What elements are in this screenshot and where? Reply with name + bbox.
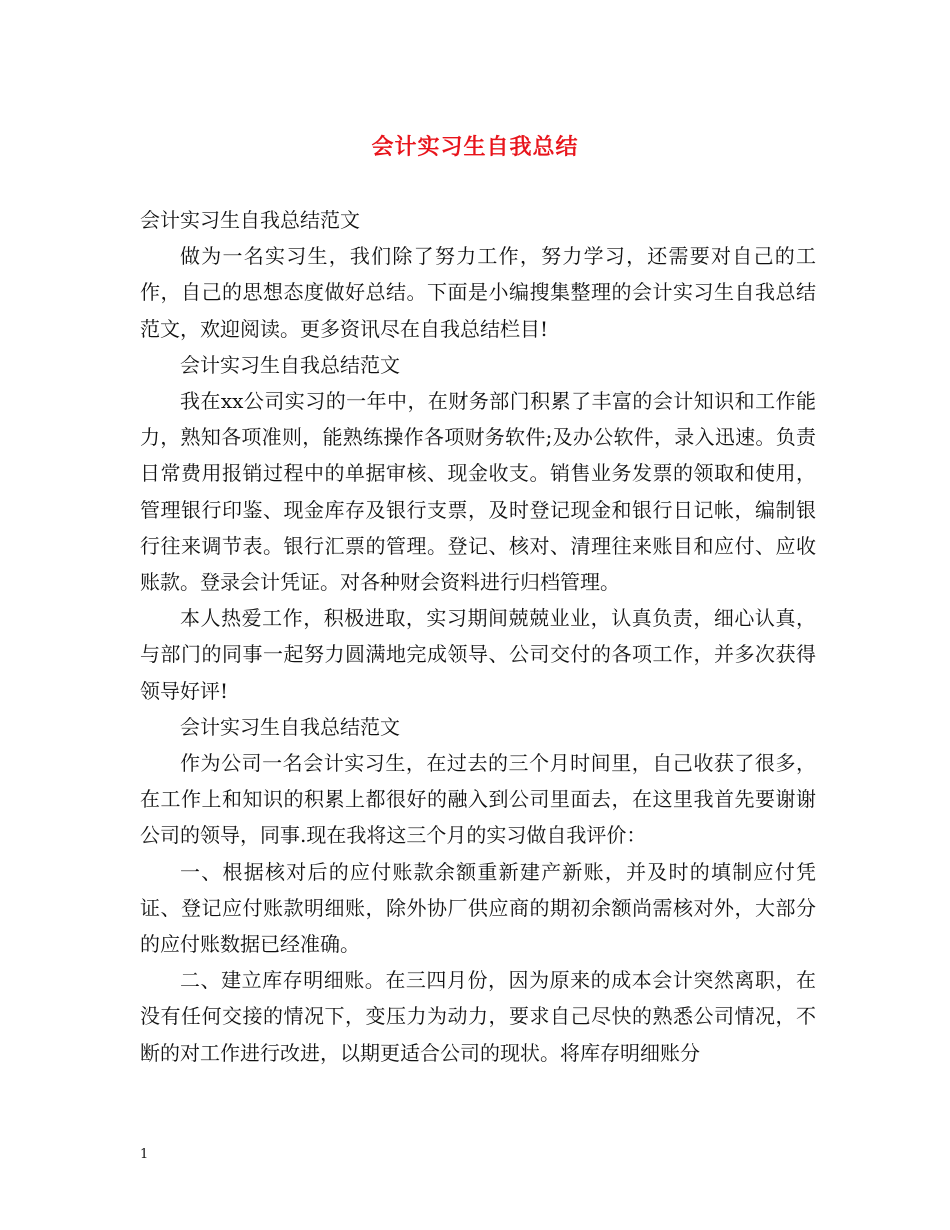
document-title: 会计实习生自我总结 <box>371 134 579 160</box>
paragraph: 会计实习生自我总结范文 <box>180 714 400 739</box>
paragraph: 做为一名实习生，我们除了努力工作，努力学习，还需要对自己的工作，自己的思想态度做好总结。下面是小编搜集整理的会计实习生自我总结范文，欢迎阅读。更多资讯尽在自我总结栏目! <box>140 244 816 341</box>
paragraph: 我在xx公司实习的一年中，在财务部门积累了丰富的会计知识和工作能力，熟知各项准则，能熟练操作各项财务软件;及办公软件，录入迅速。负责日常费用报销过程中的单据审核、现金收支。销售业务发票的领取和使用，管理银行印鉴、现金库存及银行支票，及时登记现金和银行日记帐，编制银行往来调节表。银行汇票的管理。登记、核对、清理往来账目和应付、应收账款。登录会计凭证。对各种财会资料进行归档管理。 <box>140 389 816 595</box>
paragraph: 作为公司一名会计实习生，在过去的三个月时间里，自己收获了很多，在工作上和知识的积累上都很好的融入到公司里面去，在这里我首先要谢谢公司的领导，同事.现在我将这三个月的实习做自我评价： <box>140 751 816 848</box>
paragraph: 本人热爱工作，积极进取，实习期间兢兢业业，认真负责，细心认真，与部门的同事一起努力圆满地完成领导、公司交付的各项工作，并多次获得领导好评! <box>140 606 816 703</box>
paragraph: 会计实习生自我总结范文 <box>140 208 360 232</box>
paragraph: 二、建立库存明细账。在三四月份，因为原来的成本会计突然离职，在没有任何交接的情况下，变压力为动力，要求自己尽快的熟悉公司情况，不断的对工作进行改进，以期更适合公司的现状。将库存明细账分 <box>140 968 816 1065</box>
paragraph: 会计实习生自我总结范文 <box>180 352 400 377</box>
paragraph: 一、根据核对后的应付账款余额重新建产新账，并及时的填制应付凭证、登记应付账款明细账，除外协厂供应商的期初余额尚需核对外，大部分的应付账数据已经准确。 <box>140 859 816 957</box>
page-number: 1 <box>140 1147 149 1162</box>
document-body <box>140 202 816 1071</box>
